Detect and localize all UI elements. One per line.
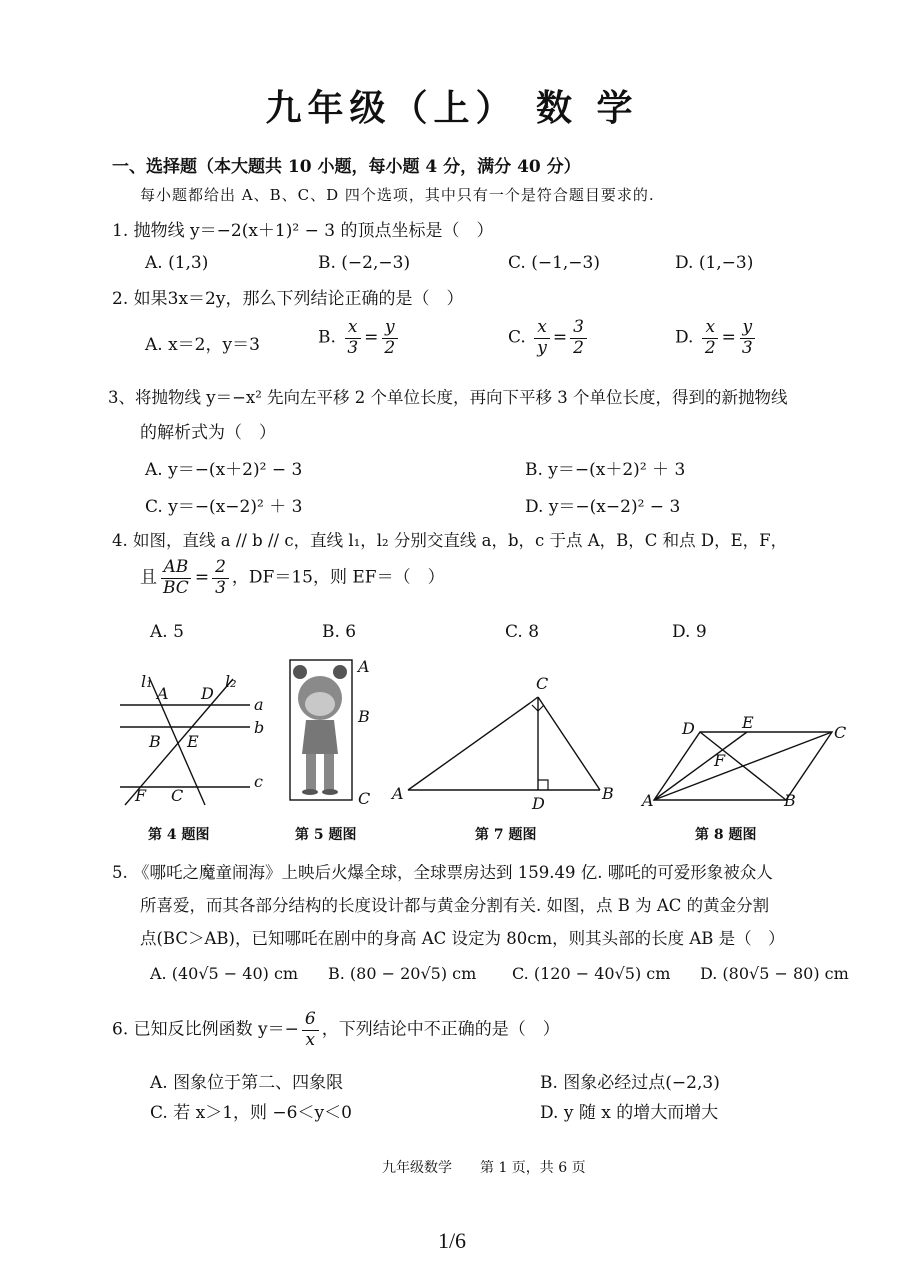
q6-option-d: D. y 随 x 的增大而增大 xyxy=(540,1103,719,1123)
svg-text:A: A xyxy=(642,791,654,810)
svg-text:C: C xyxy=(536,674,549,693)
svg-text:a: a xyxy=(254,695,264,714)
svg-text:D: D xyxy=(532,794,545,813)
q6-option-a: A. 图象位于第二、四象限 xyxy=(150,1073,344,1093)
q4-option-d: D. 9 xyxy=(672,622,707,642)
q3-option-c: C. y＝−(x−2)² ＋ 3 xyxy=(145,497,303,517)
figure-8-caption: 第 8 题图 xyxy=(695,827,757,843)
q5-option-b: B. (80 − 20√5) cm xyxy=(328,964,477,983)
page-number: 1/6 xyxy=(437,1228,467,1253)
page-title: 九年级（上） 数 学 xyxy=(265,87,639,129)
q5-option-c: C. (120 − 40√5) cm xyxy=(512,964,671,983)
svg-text:B: B xyxy=(602,784,614,803)
nezha-character-image xyxy=(293,665,347,795)
q3-option-d: D. y＝−(x−2)² − 3 xyxy=(525,497,681,517)
figure-7-caption: 第 7 题图 xyxy=(475,827,537,843)
figure-8 xyxy=(642,712,852,822)
q6-stem: 6. 已知反比例函数 y＝− $\frac{6}{x}$ ，下列结论中不正确的是（ ） xyxy=(112,1009,560,1050)
figure-5 xyxy=(288,658,388,808)
q1-option-c: C. (−1,−3) xyxy=(508,253,600,273)
q5-line2: 所喜爱，而其各部分结构的长度设计都与黄金分割有关. 如图，点 B 为 AC 的黄金分割 xyxy=(140,896,770,915)
figure-7 xyxy=(390,675,630,815)
svg-text:E: E xyxy=(187,732,199,751)
figure-4-caption: 第 4 题图 xyxy=(148,827,210,843)
svg-text:b: b xyxy=(254,718,265,737)
q4-option-c: C. 8 xyxy=(505,622,540,642)
q1-option-b: B. (−2,−3) xyxy=(318,253,411,273)
q5-option-d: D. (80√5 − 80) cm xyxy=(700,964,849,983)
q1-option-a: A. (1,3) xyxy=(145,253,209,273)
q3-option-b: B. y＝−(x＋2)² ＋ 3 xyxy=(525,460,686,480)
svg-text:C: C xyxy=(834,723,847,742)
svg-text:F: F xyxy=(714,751,726,770)
q2-option-d: D. $\frac{x}{2}$ = $\frac{y}{3}$ xyxy=(675,318,759,358)
svg-text:A: A xyxy=(392,784,404,803)
section-note: 每小题都给出 A、B、C、D 四个选项，其中只有一个是符合题目要求的. xyxy=(140,186,655,204)
q6-option-c: C. 若 x＞1，则 −6＜y＜0 xyxy=(150,1103,352,1123)
svg-text:A: A xyxy=(157,684,169,703)
q2-option-c: C. $\frac{x}{y}$ = $\frac{3}{2}$ xyxy=(508,318,590,358)
q5-line1: 5. 《哪吒之魔童闹海》上映后火爆全球，全球票房达到 159.49 亿. 哪吒的可爱形象被众人 xyxy=(112,863,773,882)
q1-option-d: D. (1,−3) xyxy=(675,253,754,273)
q2-stem: 2. 如果3x＝2y，那么下列结论正确的是（ ） xyxy=(112,289,464,309)
q4-stem-line1: 4. 如图，直线 a // b // c，直线 l₁，l₂ 分别交直线 a，b，c 于点 A，B，C 和点 D，E，F， xyxy=(112,531,788,550)
svg-text:c: c xyxy=(254,772,263,791)
q4-option-a: A. 5 xyxy=(150,622,184,642)
svg-text:F: F xyxy=(135,786,147,805)
svg-text:B: B xyxy=(784,791,796,810)
svg-text:B: B xyxy=(149,732,161,751)
figure-4 xyxy=(115,665,275,815)
svg-text:C: C xyxy=(171,786,184,805)
q5-line3: 点(BC＞AB)，已知哪吒在剧中的身高 AC 设定为 80cm，则其头部的长度 AB 是（ ） xyxy=(140,929,785,948)
q4-stem-line2: 且 $\frac{AB}{BC}$ = $\frac{2}{3}$ ，DF＝15，则 EF＝（ ） xyxy=(140,557,445,598)
q3-stem-line2: 的解析式为（ ） xyxy=(140,423,276,443)
svg-text:D: D xyxy=(682,719,695,738)
figure-5-caption: 第 5 题图 xyxy=(295,827,357,843)
q2-option-b: B. $\frac{x}{3}$ = $\frac{y}{2}$ xyxy=(318,318,401,358)
q5-option-a: A. (40√5 − 40) cm xyxy=(150,964,299,983)
svg-text:B: B xyxy=(358,707,370,726)
svg-text:C: C xyxy=(358,789,371,808)
q4-option-b: B. 6 xyxy=(322,622,357,642)
q6-option-b: B. 图象必经过点(−2,3) xyxy=(540,1073,720,1093)
section-heading: 一、选择题（本大题共 10 小题，每小题 4 分，满分 40 分） xyxy=(112,157,581,177)
svg-text:l₂: l₂ xyxy=(225,672,237,691)
q3-stem-line1: 3、将抛物线 y＝−x² 先向左平移 2 个单位长度，再向下平移 3 个单位长度，得到的新抛物线 xyxy=(108,388,788,407)
q2-option-a: A. x＝2，y＝3 xyxy=(145,335,260,355)
page-footer: 九年级数学 第 1 页，共 6 页 xyxy=(382,1160,586,1176)
svg-text:D: D xyxy=(201,684,214,703)
svg-text:E: E xyxy=(742,713,754,732)
svg-text:l₁: l₁ xyxy=(141,672,153,691)
q3-option-a: A. y＝−(x＋2)² − 3 xyxy=(145,460,303,480)
q1-stem: 1. 抛物线 y＝−2(x＋1)² − 3 的顶点坐标是（ ） xyxy=(112,221,494,241)
svg-text:A: A xyxy=(358,657,370,676)
